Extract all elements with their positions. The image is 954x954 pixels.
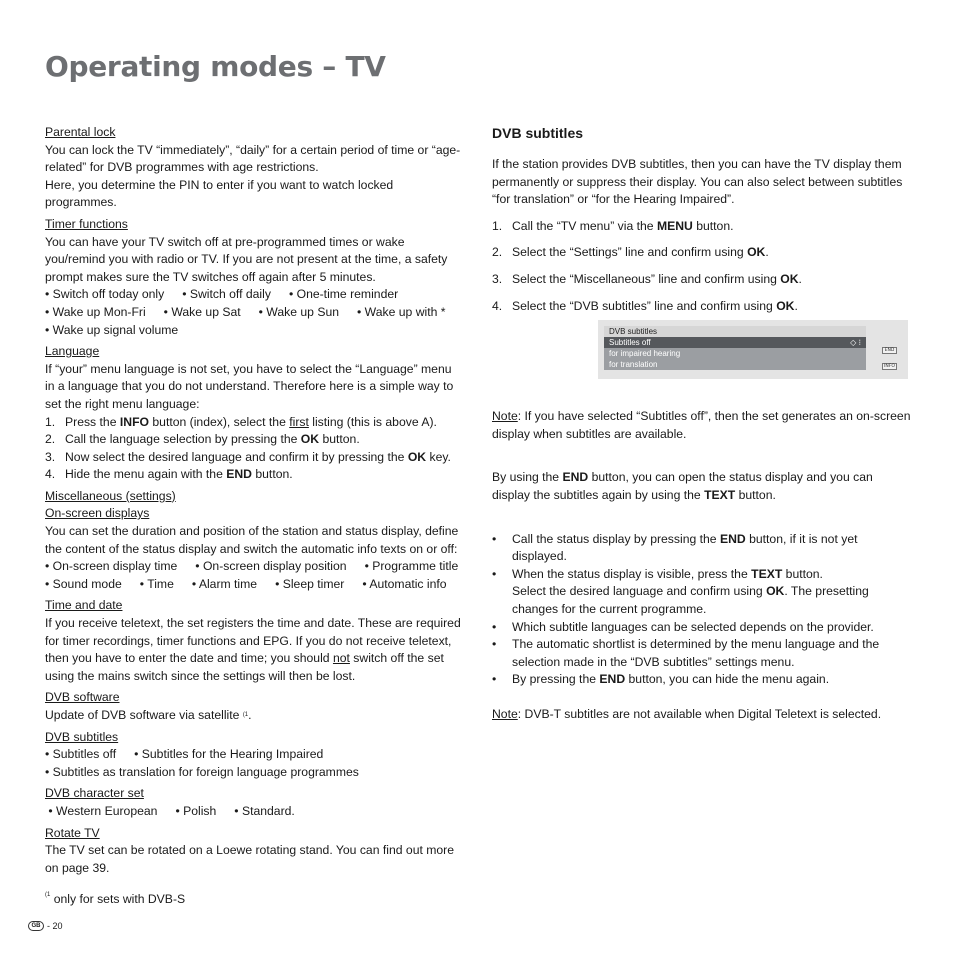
note-dvbt: Note: DVB-T subtitles are not available when Digital Teletext is selected. [492,706,882,721]
dvb-charset-options [45,803,463,821]
list-item: • Subtitles as translation for foreign language programmes [45,764,359,779]
list-item: 3. Select the “Miscellaneous” line and confirm using OK. [492,271,802,286]
list-item: • Wake up signal volume [45,322,179,337]
right-column [492,124,912,732]
list-item: • Automatic info [362,576,447,591]
osd-options [45,558,463,593]
time-date-heading: Time and date [45,598,123,613]
dvb-subtitles-intro: If the station provides DVB subtitles, then you can have the TV display them permanently or suppress their display. You can also select between subtitles “for translation” or “for the Hearing Impaired”. [492,157,903,207]
end-button-icon: END [882,347,897,354]
list-item: • Sleep timer [275,576,345,591]
dvb-subtitles-osd-menu [598,320,908,379]
list-item: 2. Select the “Settings” line and confirm using OK. [492,245,769,260]
list-item: • Subtitles for the Hearing Impaired [134,747,324,762]
list-item: • Polish [175,803,217,818]
list-item: • Subtitles off [45,747,117,762]
dvb-subtitle-options [45,746,463,781]
list-item: • Switch off today only [45,287,165,302]
osd-selected-item[interactable]: Subtitles off ◇ ⁝ [604,337,866,348]
list-item: • By pressing the END button, you can hide the menu again. [492,672,830,687]
timer-heading: Timer functions [45,216,128,231]
osd-option-translation[interactable]: for translation [604,359,866,370]
osd-list [604,326,866,372]
dvb-software-text: Update of DVB software via satellite $^{(1}$. [45,708,252,722]
list-item: 4. Hide the menu again with the END button. [45,467,293,482]
page-title: Operating modes – TV [45,50,386,83]
misc-text: You can set the duration and position of the station and status display, define the content of the status display and switch the automatic info texts on or off: [45,524,459,556]
list-item: 1. Call the “TV menu” via the MENU button. [492,218,734,233]
dvb-subtitles-title: DVB subtitles [492,125,584,141]
list-item: • Sound mode [45,576,122,591]
time-date-text: If you receive teletext, the set registers the time and date. These are required for timer recordings, timer functions and EPG. If you do not receive teletext, then you have to enter the date and time; you should not switch off the set using the mains switch since the settings will then be lost. [45,616,461,683]
list-item: 4. Select the “DVB subtitles” line and confirm using OK. [492,298,798,313]
end-button-text: By using the END button, you can open the status display and you can display the subtitles again by using the TEXT button. [492,470,873,502]
navigation-arrows-icon: ◇ ⁝ [850,338,861,347]
language-steps [45,414,463,484]
timer-options [45,286,463,339]
list-item: • Switch off daily [182,287,271,302]
parental-lock-pin-text: Here, you determine the PIN to enter if you want to watch locked programmes. [45,177,394,210]
list-item: • Alarm time [191,576,258,591]
left-column [45,124,463,877]
subtitle-bullets [492,531,912,689]
note-subtitles-off: Note: If you have selected “Subtitles off”, then the set generates an on-screen display when subtitles are available. [492,409,911,441]
list-item: • The automatic shortlist is determined by the menu language and the selection made in the “DVB subtitles” settings menu. [492,637,880,669]
language-heading: Language [45,344,100,359]
list-item: • Standard. [234,803,295,818]
list-item: • On-screen display time [45,559,178,574]
osd-option-impaired-hearing[interactable]: for impaired hearing [604,348,866,359]
list-item: 1. Press the INFO button (index), select the first listing (this is above A). [45,414,437,429]
footnote: $^{(1}$ only for sets with DVB-S [45,892,186,906]
dvb-subtitles-heading: DVB subtitles [45,729,119,744]
info-button-icon: INFO [882,363,897,370]
list-item: • One-time reminder [288,287,399,302]
timer-text: You can have your TV switch off at pre-programmed times or wake you/remind you with radio or TV. If you are not present at the time, a safety prompt makes sure the TV switches off again after 5 minutes. [45,234,448,284]
list-item: 2. Call the language selection by pressing the OK button. [45,432,360,447]
list-item: • Wake up Mon-Fri [45,304,146,319]
list-item: • Programme title [364,559,459,574]
dvb-software-heading: DVB software [45,690,120,705]
page-number: GB - 20 [28,921,63,931]
rotate-heading: Rotate TV [45,825,100,840]
list-item: • On-screen display position [195,559,347,574]
misc-heading: Miscellaneous (settings) [45,488,176,503]
dvb-charset-heading: DVB character set [45,786,144,801]
osd-subheading: On-screen displays [45,506,150,521]
list-item: • Which subtitle languages can be selected depends on the provider. [492,619,874,634]
list-item: • When the status display is visible, press the TEXT button. Select the desired language and confirm using OK. The presetting changes for the current programme. [492,566,869,616]
list-item: • Call the status display by pressing the END button, if it is not yet displayed. [492,531,858,564]
rotate-text: The TV set can be rotated on a Loewe rotating stand. You can find out more on page 39. [45,843,455,875]
parental-lock-text: You can lock the TV “immediately”, “daily” for a certain period of time or “age-related” for DVB programmes with age restrictions. [45,142,461,175]
list-item: • Wake up Sun [258,304,340,319]
gb-badge-icon: GB [28,921,44,931]
list-item: • Wake up Sat [163,304,241,319]
parental-lock-heading: Parental lock [45,125,116,139]
osd-menu-title: DVB subtitles [604,326,866,337]
list-item: 3. Now select the desired language and confirm it by pressing the OK key. [45,449,451,464]
list-item: • Time [139,576,174,591]
list-item: • Western European [45,803,158,818]
language-text: If “your” menu language is not set, you have to select the “Language” menu in a language that you do not understand. Therefore here is a simple way to set the right menu language: [45,361,454,411]
list-item: • Wake up with * [357,304,446,319]
